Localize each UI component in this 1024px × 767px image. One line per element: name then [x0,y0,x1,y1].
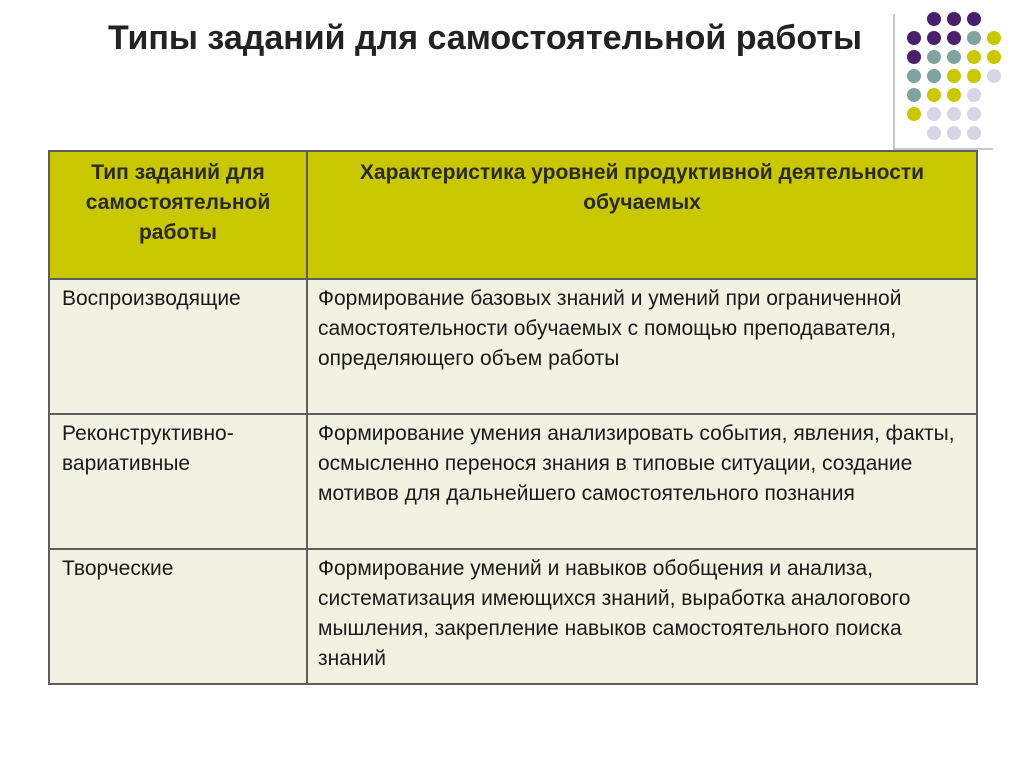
decor-dot [947,107,961,121]
decor-dot-grid [904,10,1004,143]
decor-dot [907,126,921,140]
row-task-type: Реконструктивно-вариативные [49,414,307,549]
decor-dot [927,69,941,83]
decor-dot [907,50,921,64]
decor-dot [987,107,1001,121]
decor-dot [987,69,1001,83]
decor-dot [947,88,961,102]
decor-dot [907,12,921,26]
decor-dot [967,12,981,26]
decor-dot [947,69,961,83]
row-description: Формирование умения анализировать события, явления, факты, осмысленно перенося знания в типовые ситуации, создание мотивов для дальнейшего самостоятельного познания [307,414,977,549]
header-characteristics: Характеристика уровней продуктивной деятельности обучаемых [307,151,977,279]
table-row [49,549,977,684]
decor-dot [947,126,961,140]
decor-dot [987,31,1001,45]
table-row [49,279,977,414]
slide-title: Типы заданий для самостоятельной работы [107,19,863,57]
decor-dot [907,88,921,102]
task-types-table [48,150,978,685]
decor-dot [967,88,981,102]
decor-dot [927,126,941,140]
decor-dot [927,107,941,121]
header-task-type: Тип заданий для самостоятельной работы [49,151,307,279]
row-description: Формирование умений и навыков обобщения и анализа, систематизация имеющихся знаний, выработка аналогового мышления, закрепление навыков самостоятельного поиска знаний [307,549,977,684]
decor-dot [987,12,1001,26]
decor-dot [987,50,1001,64]
decor-dot [947,12,961,26]
decor-dot [907,107,921,121]
decor-dot [927,12,941,26]
decor-vertical-line [893,14,895,150]
decor-dot [907,31,921,45]
decor-dot [967,126,981,140]
decor-dot [947,50,961,64]
decor-dot [967,69,981,83]
decor-dot [967,31,981,45]
decor-dot [927,50,941,64]
row-description: Формирование базовых знаний и умений при ограниченной самостоятельности обучаемых с помощью преподавателя, определяющего объем работы [307,279,977,414]
decor-dot [927,88,941,102]
decor-dot [967,50,981,64]
decor-dot [907,69,921,83]
decor-dot [947,31,961,45]
row-task-type: Творческие [49,549,307,684]
table-row [49,414,977,549]
decor-dot [967,107,981,121]
decor-dot [987,88,1001,102]
decor-dot [987,126,1001,140]
row-task-type: Воспроизводящие [49,279,307,414]
decor-dot [927,31,941,45]
table-header-row [49,151,977,279]
